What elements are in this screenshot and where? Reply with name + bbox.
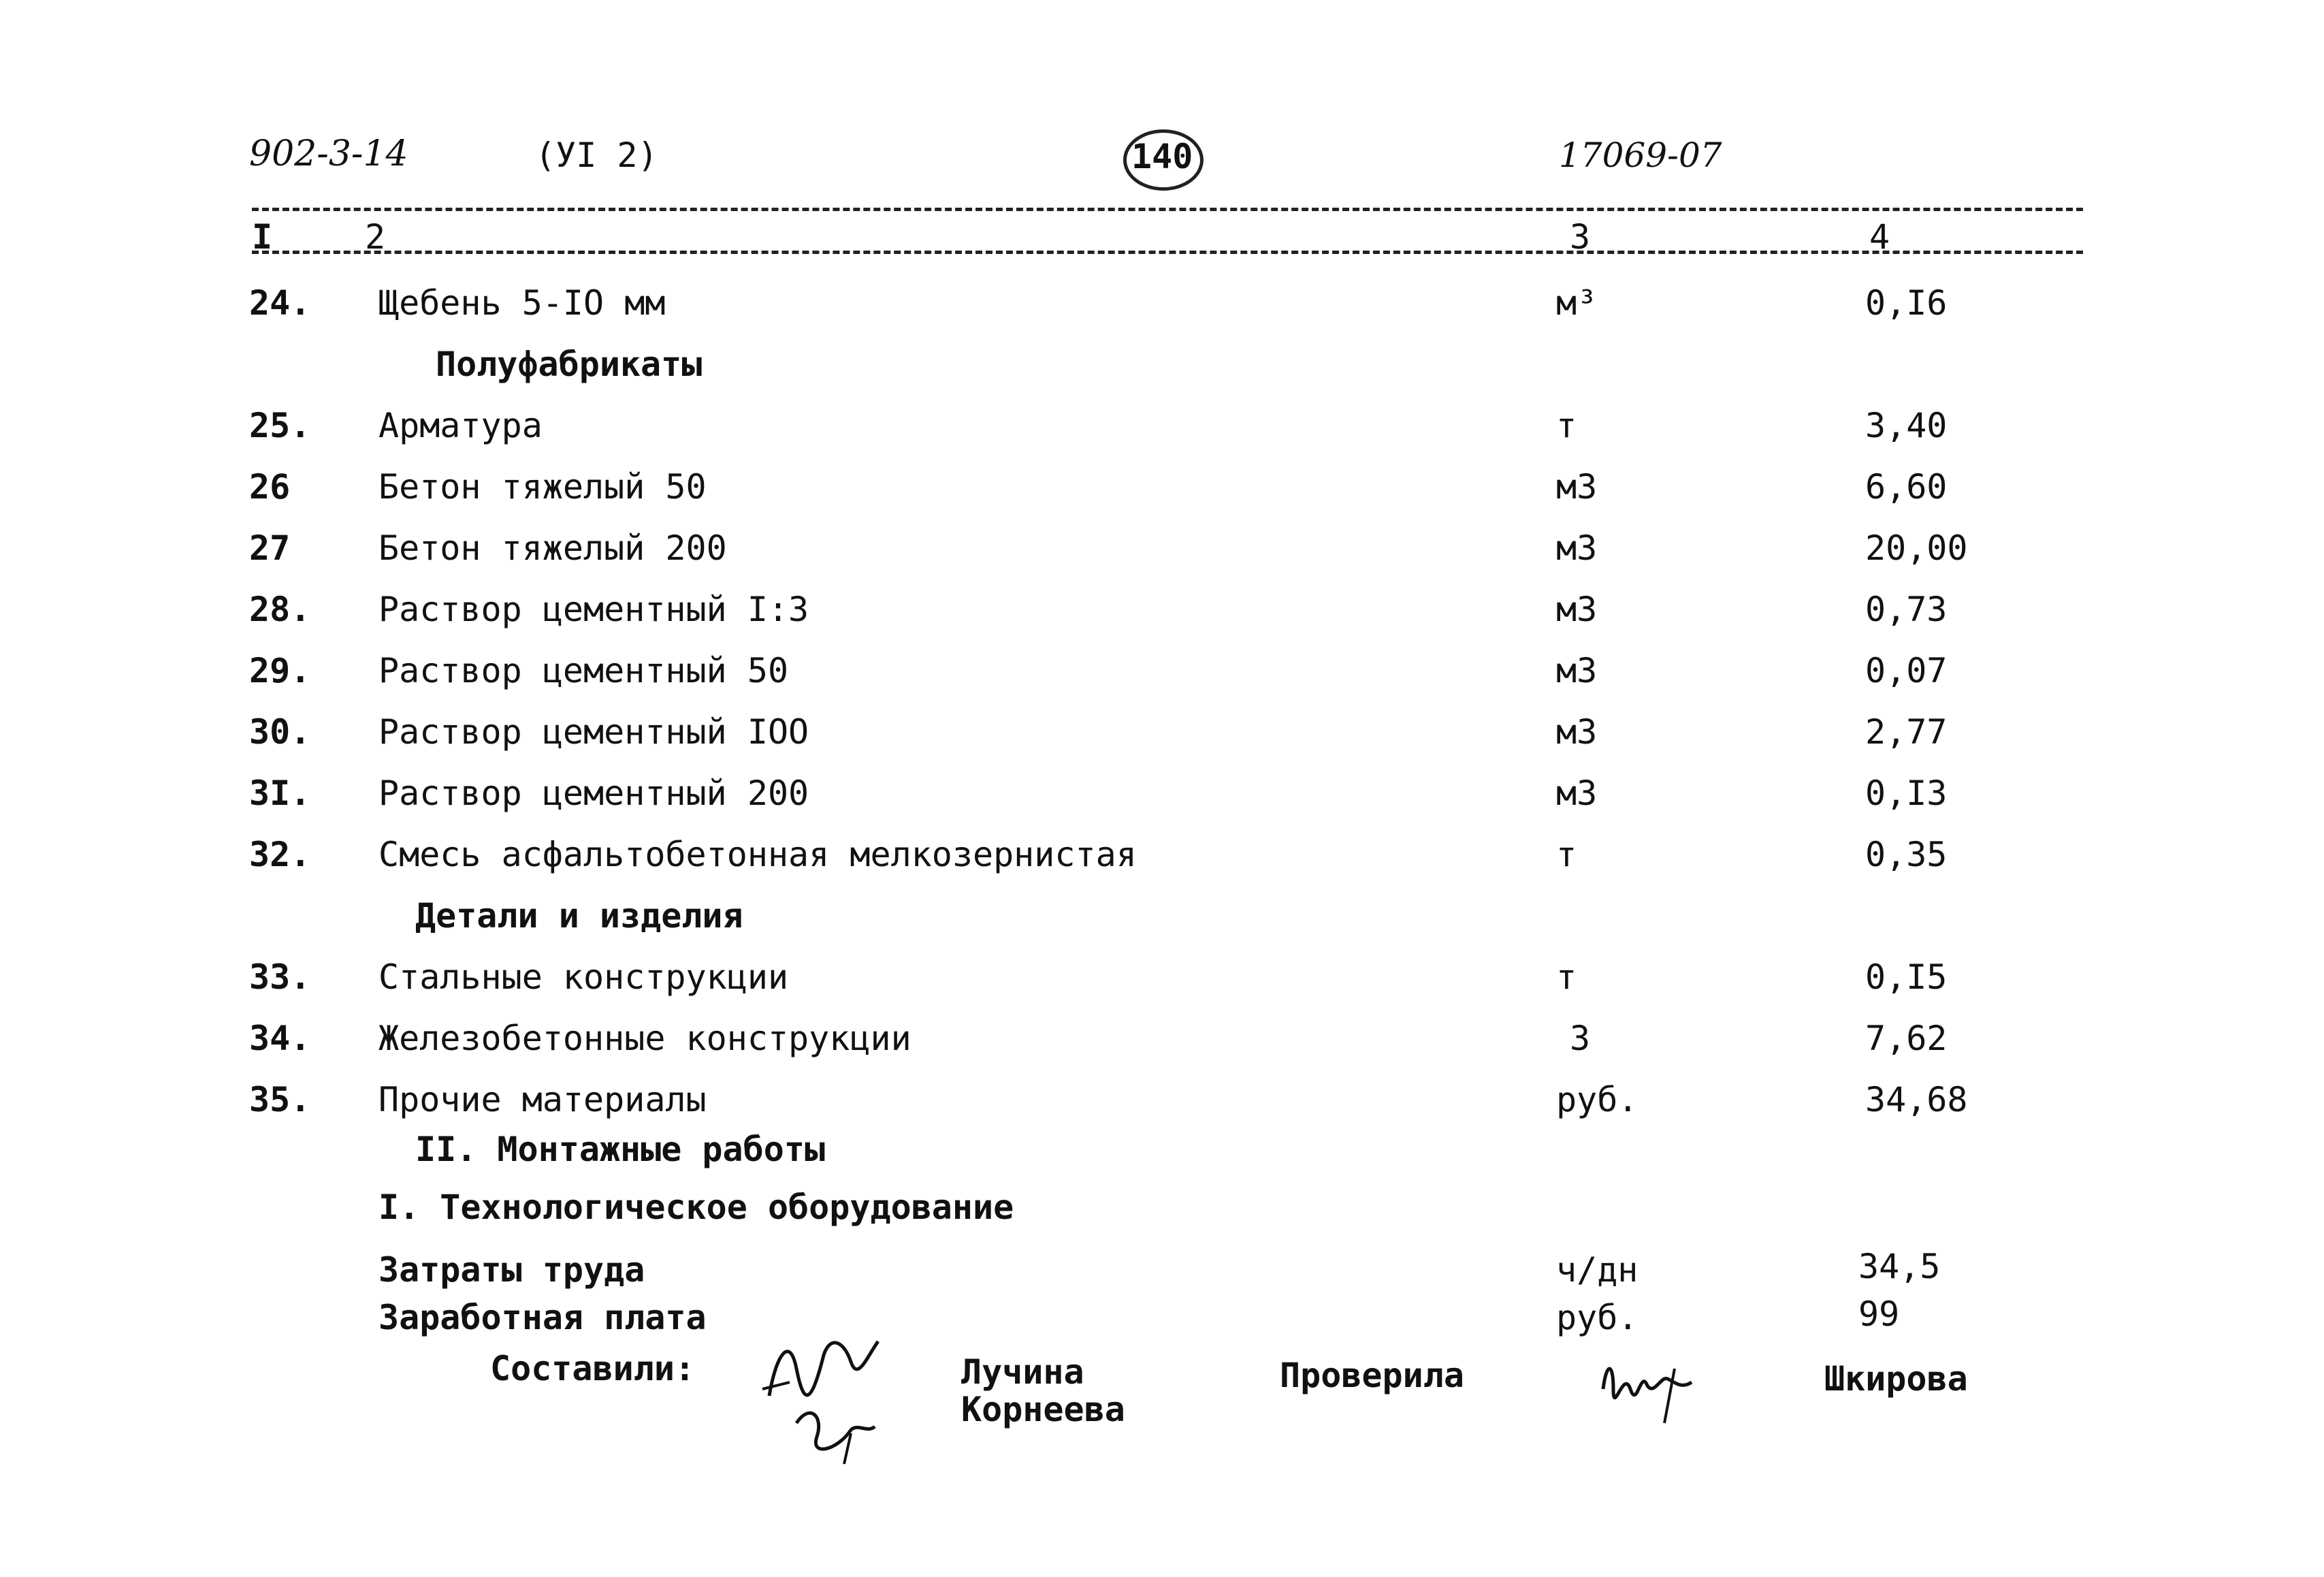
row-quantity: 20,00 <box>1865 528 1968 568</box>
row-unit: 3 <box>1570 1019 1591 1058</box>
row-name: Раствор цементный IOO <box>378 712 809 752</box>
row-quantity: 0,73 <box>1865 590 1948 629</box>
checked-by-label: Проверила <box>1280 1356 1464 1395</box>
row-unit: т <box>1556 835 1577 874</box>
row-unit: м3 <box>1556 651 1598 690</box>
row-number: 25. <box>249 406 311 445</box>
column-1-header: I <box>252 217 273 257</box>
row-number: 29. <box>249 651 311 690</box>
row-name: Прочие материалы <box>378 1080 707 1119</box>
row-unit: м3 <box>1556 467 1598 507</box>
section-heading: Полуфабрикаты <box>436 345 703 384</box>
column-3-header: 3 <box>1570 217 1591 257</box>
row-quantity: 2,77 <box>1865 712 1948 752</box>
total-quantity: 34,5 <box>1858 1247 1941 1286</box>
row-unit: т <box>1556 406 1577 445</box>
row-quantity: 0,I3 <box>1865 774 1948 813</box>
row-name: Раствор цементный 50 <box>378 651 789 690</box>
page-number: 140 <box>1131 137 1193 176</box>
compiled-by-label: Составили: <box>490 1349 696 1388</box>
row-number: 28. <box>249 590 311 629</box>
row-quantity: 6,60 <box>1865 467 1948 507</box>
row-number: 3I. <box>249 774 311 813</box>
row-number: 33. <box>249 957 311 997</box>
handwritten-signature-checker <box>1593 1341 1702 1430</box>
compiler-name: Лучина <box>961 1352 1084 1392</box>
row-unit: т <box>1556 957 1577 997</box>
row-number: 32. <box>249 835 311 874</box>
row-quantity: 34,68 <box>1865 1080 1968 1119</box>
doc-code: 902-3-14 <box>249 133 408 174</box>
checker-name: Шкирова <box>1824 1359 1968 1399</box>
header-rule-top <box>252 208 2083 211</box>
inventory-number: 17069-07 <box>1559 136 1722 175</box>
header-rule-bottom <box>252 251 2083 254</box>
row-quantity: 7,62 <box>1865 1019 1948 1058</box>
row-unit: м3 <box>1556 590 1598 629</box>
row-name: Бетон тяжелый 50 <box>378 467 707 507</box>
row-quantity: 0,35 <box>1865 835 1948 874</box>
handwritten-signature-compilers <box>749 1314 899 1471</box>
row-unit: м3 <box>1556 528 1598 568</box>
row-name: Стальные конструкции <box>378 957 789 997</box>
column-2-header: 2 <box>365 217 386 257</box>
total-name: Заработная плата <box>378 1298 707 1337</box>
section-heading-equipment: I. Технологическое оборудование <box>378 1188 1014 1227</box>
section-heading: Детали и изделия <box>415 896 743 936</box>
row-name: Железобетонные конструкции <box>378 1019 911 1058</box>
row-name: Бетон тяжелый 200 <box>378 528 727 568</box>
row-number: 34. <box>249 1019 311 1058</box>
compiler-name: Корнеева <box>961 1390 1125 1429</box>
row-quantity: 0,07 <box>1865 651 1948 690</box>
row-unit: м3 <box>1556 774 1598 813</box>
row-quantity: 0,I5 <box>1865 957 1948 997</box>
row-number: 26 <box>249 467 291 507</box>
total-name: Затраты труда <box>378 1250 645 1290</box>
row-unit: руб. <box>1556 1080 1639 1119</box>
row-name: Раствор цементный I:3 <box>378 590 809 629</box>
row-quantity: 3,40 <box>1865 406 1948 445</box>
row-name: Арматура <box>378 406 543 445</box>
row-name: Щебень 5-IO мм <box>378 283 666 323</box>
total-unit: руб. <box>1556 1298 1639 1337</box>
row-name: Раствор цементный 200 <box>378 774 809 813</box>
row-name: Смесь асфальтобетонная мелкозернистая <box>378 835 1137 874</box>
row-quantity: 0,I6 <box>1865 283 1948 323</box>
row-unit: м³ <box>1556 283 1598 323</box>
total-quantity: 99 <box>1858 1294 1900 1334</box>
row-number: 35. <box>249 1080 311 1119</box>
row-number: 27 <box>249 528 291 568</box>
row-unit: м3 <box>1556 712 1598 752</box>
section-heading-montage: II. Монтажные работы <box>415 1130 826 1169</box>
total-unit: ч/дн <box>1556 1250 1639 1290</box>
column-4-header: 4 <box>1869 217 1890 257</box>
sheet-label: (УI 2) <box>535 136 658 175</box>
row-number: 30. <box>249 712 311 752</box>
row-number: 24. <box>249 283 311 323</box>
